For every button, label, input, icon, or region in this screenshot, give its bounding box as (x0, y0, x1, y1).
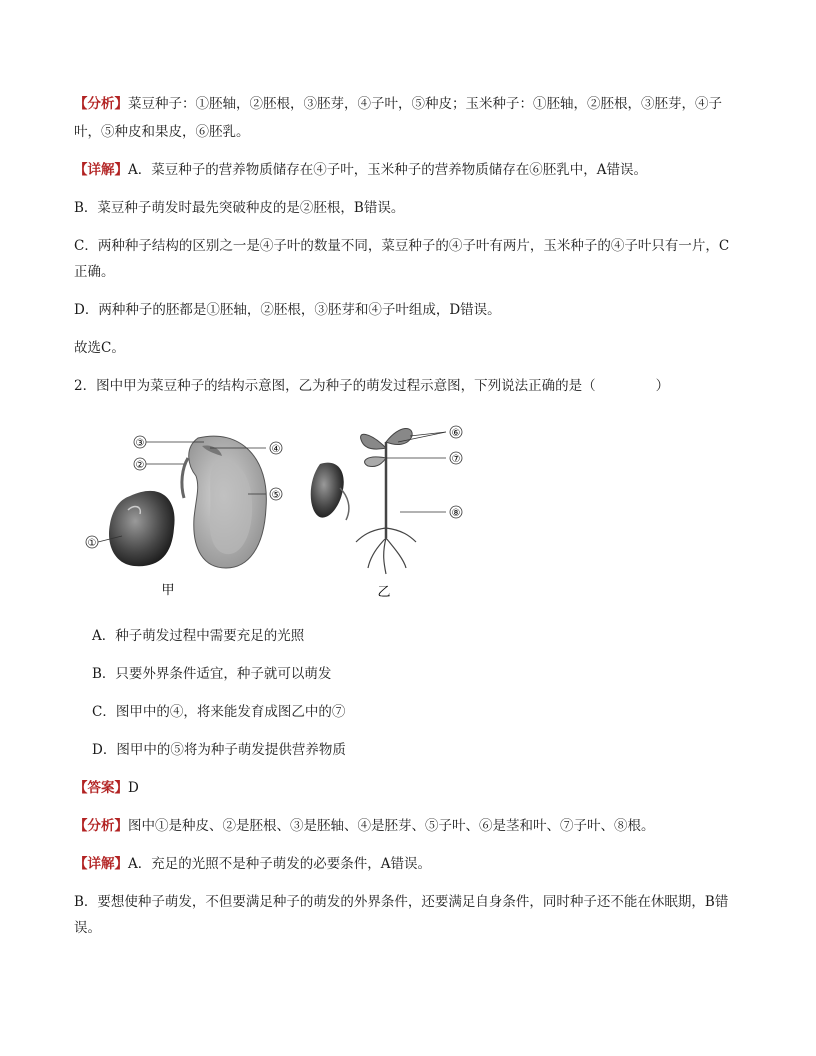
option-b: B．只要外界条件适宜，种子就可以萌发 (92, 666, 332, 682)
analysis-1-line-1 (74, 94, 744, 114)
detail-1-b: B．菜豆种子萌发时最先突破种皮的是②胚根，B错误。 (74, 200, 405, 216)
detail-2-b-line-1: B．要想使种子萌发，不但要满足种子的萌发的外界条件，还要满足自身条件，同时种子还不能在休眠期，B错 (74, 894, 729, 910)
detail-1-choose: 故选C。 (74, 340, 125, 356)
seedling (356, 428, 416, 574)
marker-6: ⑥ (451, 428, 461, 439)
marker-4: ④ (271, 444, 281, 455)
detail-1-c-line-1: C．两种种子结构的区别之一是④子叶的数量不同，菜豆种子的④子叶有两片，玉米种子的④子叶只有一片，C (74, 238, 730, 254)
detail-2-tag: 【详解】 (74, 856, 128, 872)
marker-8: ⑧ (451, 508, 461, 519)
detail-1-d: D．两种种子的胚都是①胚轴，②胚根，③胚芽和④子叶组成，D错误。 (74, 302, 501, 318)
marker-5: ⑤ (271, 490, 281, 501)
label-jia: 甲 (161, 583, 175, 598)
marker-2: ② (135, 460, 145, 471)
answer-tag: 【答案】 (74, 780, 128, 796)
analysis-1-line-2: 叶，⑤种皮和果皮，⑥胚乳。 (74, 124, 250, 140)
question-2-stem-text: 2．图中甲为菜豆种子的结构示意图，乙为种子的萌发过程示意图，下列说法正确的是（ (74, 378, 596, 394)
analysis-2-text: 图中①是种皮、②是胚根、③是胚轴、④是胚芽、⑤子叶、⑥是茎和叶、⑦子叶、⑧根。 (128, 818, 655, 834)
bean-seed-section (182, 436, 266, 568)
marker-3: ③ (135, 438, 145, 449)
answer-value: D (128, 780, 139, 796)
detail-1-c-line-2: 正确。 (74, 264, 115, 280)
analysis-1-text: 菜豆种子：①胚轴，②胚根，③胚芽，④子叶，⑤种皮；玉米种子：①胚轴，②胚根，③胚芽，④子 (128, 96, 722, 112)
detail-2-a (74, 854, 744, 874)
option-a: A．种子萌发过程中需要充足的光照 (92, 628, 305, 644)
answer-line (74, 778, 744, 798)
marker-7: ⑦ (451, 454, 461, 465)
label-yi: 乙 (377, 585, 391, 600)
analysis-tag: 【分析】 (74, 96, 128, 112)
analysis-2 (74, 816, 744, 836)
marker-1: ① (87, 538, 97, 549)
detail-tag: 【详解】 (74, 162, 128, 178)
question-2-stem (74, 376, 744, 396)
detail-2-b-line-2: 误。 (74, 920, 101, 936)
seed-diagram-figure (70, 418, 490, 608)
detail-1-a (74, 160, 744, 180)
detail-2-a-text: A．充足的光照不是种子萌发的必要条件，A错误。 (128, 856, 431, 872)
detail-1-a-text: A．菜豆种子的营养物质储存在④子叶，玉米种子的营养物质储存在⑥胚乳中，A错误。 (128, 162, 647, 178)
sprouting-seed (311, 463, 349, 520)
option-d: D．图甲中的⑤将为种子萌发提供营养物质 (92, 742, 346, 758)
option-c: C．图甲中的④，将来能发育成图乙中的⑦ (92, 704, 346, 720)
analysis-2-tag: 【分析】 (74, 818, 128, 834)
bean-seed-whole (109, 491, 175, 566)
question-2-stem-close: ） (655, 378, 670, 394)
